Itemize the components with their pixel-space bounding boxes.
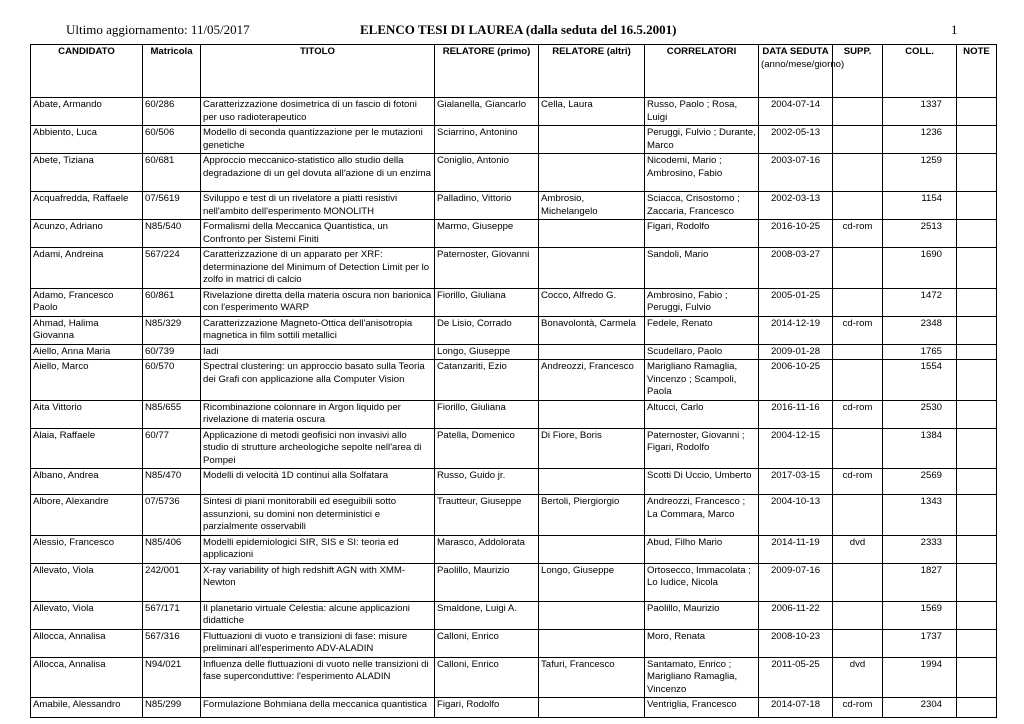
cell-matricola: N94/021	[143, 657, 201, 698]
cell-note	[957, 563, 997, 601]
cell-data-seduta: 2003-07-16	[759, 154, 833, 192]
cell-relatore-altri	[539, 698, 645, 718]
cell-relatore-altri: Cella, Laura	[539, 98, 645, 126]
cell-titolo: Modello di seconda quantizzazione per le mutazioni genetiche	[201, 126, 435, 154]
col-data-seduta-sub: (anno/mese/giorno)	[761, 58, 845, 70]
cell-candidato: Albano, Andrea	[31, 469, 143, 495]
cell-matricola: 60/681	[143, 154, 201, 192]
cell-data-seduta: 2014-12-19	[759, 316, 833, 344]
last-update: Ultimo aggiornamento: 11/05/2017	[66, 22, 250, 37]
col-data-seduta	[759, 45, 845, 98]
table-row	[31, 601, 997, 629]
cell-coll: 1569	[883, 601, 957, 629]
cell-coll: 2513	[883, 220, 957, 248]
cell-supp	[833, 288, 883, 316]
cell-supp	[833, 360, 883, 401]
cell-coll: 1765	[883, 344, 957, 360]
cell-correlatori: Fedele, Renato	[645, 316, 759, 344]
cell-data-seduta: 2014-07-18	[759, 698, 833, 718]
table-header-row	[31, 45, 997, 98]
cell-relatore-primo: Paolillo, Maurizio	[435, 563, 539, 601]
cell-correlatori: Paolillo, Maurizio	[645, 601, 759, 629]
cell-candidato: Aiello, Anna Maria	[31, 344, 143, 360]
cell-matricola: 567/171	[143, 601, 201, 629]
cell-note	[957, 657, 997, 698]
cell-coll: 1384	[883, 428, 957, 469]
table-row	[31, 535, 997, 563]
cell-relatore-primo: Fiorillo, Giuliana	[435, 288, 539, 316]
cell-relatore-altri: Tafuri, Francesco	[539, 657, 645, 698]
cell-matricola: N85/329	[143, 316, 201, 344]
cell-correlatori: Peruggi, Fulvio ; Durante, Marco	[645, 126, 759, 154]
cell-matricola: N85/299	[143, 698, 201, 718]
cell-relatore-primo: Trautteur, Giuseppe	[435, 495, 539, 536]
cell-data-seduta: 2016-11-16	[759, 400, 833, 428]
cell-data-seduta: 2009-07-16	[759, 563, 833, 601]
table-row	[31, 154, 997, 192]
cell-matricola: 60/506	[143, 126, 201, 154]
cell-supp: dvd	[833, 535, 883, 563]
cell-relatore-primo: Catanzariti, Ezio	[435, 360, 539, 401]
cell-supp: cd-rom	[833, 220, 883, 248]
cell-coll: 2348	[883, 316, 957, 344]
cell-candidato: Abete, Tiziana	[31, 154, 143, 192]
cell-note	[957, 344, 997, 360]
cell-supp: cd-rom	[833, 316, 883, 344]
cell-titolo: Sviluppo e test di un rivelatore a piatti resistivi nell'ambito dell'esperimento MONOLITH	[201, 192, 435, 220]
cell-relatore-primo: Coniglio, Antonio	[435, 154, 539, 192]
cell-coll: 1472	[883, 288, 957, 316]
cell-candidato: Adami, Andreina	[31, 248, 143, 289]
table-row	[31, 360, 997, 401]
cell-relatore-primo: Marasco, Addolorata	[435, 535, 539, 563]
cell-data-seduta: 2008-10-23	[759, 629, 833, 657]
cell-relatore-primo: Fiorillo, Giuliana	[435, 400, 539, 428]
cell-candidato: Acquafredda, Raffaele	[31, 192, 143, 220]
cell-data-seduta: 2016-10-25	[759, 220, 833, 248]
cell-correlatori: Andreozzi, Francesco ; La Commara, Marco	[645, 495, 759, 536]
cell-matricola: 242/001	[143, 563, 201, 601]
cell-titolo: Modelli epidemiologici SIR, SIS e SI: teoria ed applicazioni	[201, 535, 435, 563]
cell-relatore-altri: Bonavolontà, Carmela	[539, 316, 645, 344]
cell-data-seduta: 2002-03-13	[759, 192, 833, 220]
cell-matricola: 07/5736	[143, 495, 201, 536]
cell-data-seduta: 2014-11-19	[759, 535, 833, 563]
cell-matricola: N85/406	[143, 535, 201, 563]
cell-relatore-altri	[539, 535, 645, 563]
cell-titolo: Caratterizzazione Magneto-Ottica dell'anisotropia magnetica in film sottili metallici	[201, 316, 435, 344]
cell-note	[957, 360, 997, 401]
table-row	[31, 192, 997, 220]
cell-correlatori: Altucci, Carlo	[645, 400, 759, 428]
cell-supp	[833, 563, 883, 601]
cell-note	[957, 154, 997, 192]
cell-data-seduta: 2008-03-27	[759, 248, 833, 289]
cell-note	[957, 535, 997, 563]
cell-relatore-altri	[539, 344, 645, 360]
cell-relatore-altri	[539, 220, 645, 248]
cell-note	[957, 220, 997, 248]
cell-data-seduta: 2004-07-14	[759, 98, 833, 126]
cell-matricola: 60/570	[143, 360, 201, 401]
cell-candidato: Albore, Alexandre	[31, 495, 143, 536]
cell-matricola: 567/224	[143, 248, 201, 289]
cell-coll: 2569	[883, 469, 957, 495]
cell-titolo: Caratterizzazione di un apparato per XRF: determinazione del Minimum of Detection Limit per lo zolfo in matrici di calcio	[201, 248, 435, 289]
cell-relatore-primo: Smaldone, Luigi A.	[435, 601, 539, 629]
table-row	[31, 469, 997, 495]
cell-correlatori: Sandoli, Mario	[645, 248, 759, 289]
cell-candidato: Allevato, Viola	[31, 601, 143, 629]
cell-supp: cd-rom	[833, 469, 883, 495]
cell-relatore-primo: Paternoster, Giovanni	[435, 248, 539, 289]
cell-titolo: Ricombinazione colonnare in Argon liquido per rivelazione di materia oscura	[201, 400, 435, 428]
cell-note	[957, 316, 997, 344]
cell-titolo: Il planetario virtuale Celestia: alcune applicazioni didattiche	[201, 601, 435, 629]
cell-relatore-altri: Di Fiore, Boris	[539, 428, 645, 469]
cell-supp	[833, 495, 883, 536]
cell-relatore-primo: De Lisio, Corrado	[435, 316, 539, 344]
cell-correlatori: Ortosecco, Immacolata ; Lo Iudice, Nicola	[645, 563, 759, 601]
cell-candidato: Abate, Armando	[31, 98, 143, 126]
cell-correlatori: Figari, Rodolfo	[645, 220, 759, 248]
cell-relatore-primo: Palladino, Vittorio	[435, 192, 539, 220]
cell-relatore-altri	[539, 400, 645, 428]
cell-correlatori: Nicodemi, Mario ; Ambrosino, Fabio	[645, 154, 759, 192]
table-row	[31, 288, 997, 316]
cell-supp	[833, 154, 883, 192]
cell-supp	[833, 126, 883, 154]
col-titolo: TITOLO	[201, 45, 435, 98]
col-relatore-altri: RELATORE (altri)	[539, 45, 645, 98]
cell-note	[957, 126, 997, 154]
table-row	[31, 220, 997, 248]
cell-supp	[833, 344, 883, 360]
cell-matricola: 567/316	[143, 629, 201, 657]
cell-note	[957, 495, 997, 536]
cell-titolo: Applicazione di metodi geofisici non invasivi allo studio di strutture archeologiche sepolte nell'area di Pompei	[201, 428, 435, 469]
cell-correlatori: Ambrosino, Fabio ; Peruggi, Fulvio	[645, 288, 759, 316]
cell-matricola: N85/470	[143, 469, 201, 495]
cell-coll: 1154	[883, 192, 957, 220]
cell-coll: 1827	[883, 563, 957, 601]
cell-candidato: Adamo, Francesco Paolo	[31, 288, 143, 316]
cell-coll: 1259	[883, 154, 957, 192]
thesis-table	[30, 44, 997, 718]
col-note: NOTE	[957, 45, 997, 98]
cell-coll: 2530	[883, 400, 957, 428]
cell-supp	[833, 428, 883, 469]
cell-titolo: Influenza delle fluttuazioni di vuoto nelle transizioni di fase superconduttive: l'esperimento ALADIN	[201, 657, 435, 698]
cell-relatore-primo: Gialanella, Giancarlo	[435, 98, 539, 126]
table-row	[31, 248, 997, 289]
cell-candidato: Allocca, Annalisa	[31, 629, 143, 657]
cell-note	[957, 698, 997, 718]
cell-relatore-altri	[539, 248, 645, 289]
table-row	[31, 657, 997, 698]
cell-matricola: N85/655	[143, 400, 201, 428]
cell-relatore-altri: Andreozzi, Francesco	[539, 360, 645, 401]
table-row	[31, 316, 997, 344]
cell-data-seduta: 2002-05-13	[759, 126, 833, 154]
cell-matricola: 60/861	[143, 288, 201, 316]
cell-supp	[833, 601, 883, 629]
cell-correlatori: Paternoster, Giovanni ; Figari, Rodolfo	[645, 428, 759, 469]
cell-note	[957, 601, 997, 629]
cell-correlatori: Scudellaro, Paolo	[645, 344, 759, 360]
cell-data-seduta: 2006-11-22	[759, 601, 833, 629]
cell-note	[957, 629, 997, 657]
cell-titolo: Fluttuazioni di vuoto e transizioni di fase: misure preliminari all'esperimento ADV-ALADIN	[201, 629, 435, 657]
cell-relatore-altri: Cocco, Alfredo G.	[539, 288, 645, 316]
cell-titolo: Caratterizzazione dosimetrica di un fascio di fotoni per uso radioterapeutico	[201, 98, 435, 126]
col-matricola: Matricola	[143, 45, 201, 98]
table-row	[31, 563, 997, 601]
cell-titolo: Modelli di velocità 1D continui alla Solfatara	[201, 469, 435, 495]
cell-coll: 1343	[883, 495, 957, 536]
table-row	[31, 344, 997, 360]
cell-note	[957, 428, 997, 469]
cell-relatore-primo: Sciarrino, Antonino	[435, 126, 539, 154]
cell-data-seduta: 2004-10-13	[759, 495, 833, 536]
cell-relatore-altri	[539, 601, 645, 629]
cell-supp: cd-rom	[833, 400, 883, 428]
cell-candidato: Alessio, Francesco	[31, 535, 143, 563]
cell-candidato: Alaia, Raffaele	[31, 428, 143, 469]
cell-correlatori: Santamato, Enrico ; Marigliano Ramaglia, Vincenzo	[645, 657, 759, 698]
cell-note	[957, 469, 997, 495]
cell-relatore-primo: Calloni, Enrico	[435, 629, 539, 657]
cell-data-seduta: 2006-10-25	[759, 360, 833, 401]
cell-coll: 2304	[883, 698, 957, 718]
page-number: 1	[951, 22, 958, 37]
cell-titolo: Spectral clustering: un approccio basato sulla Teoria dei Grafi con applicazione alla Computer Vision	[201, 360, 435, 401]
cell-supp	[833, 248, 883, 289]
cell-note	[957, 98, 997, 126]
col-candidato: CANDIDATO	[31, 45, 143, 98]
cell-supp: dvd	[833, 657, 883, 698]
cell-titolo: Formulazione Bohmiana della meccanica quantistica	[201, 698, 435, 718]
col-data-seduta-label: DATA SEDUTA	[762, 46, 829, 57]
cell-matricola: 07/5619	[143, 192, 201, 220]
cell-data-seduta: 2017-03-15	[759, 469, 833, 495]
col-correlatori: CORRELATORI	[645, 45, 759, 98]
cell-correlatori: Abud, Filho Mario	[645, 535, 759, 563]
table-row	[31, 495, 997, 536]
cell-coll: 1737	[883, 629, 957, 657]
cell-relatore-altri	[539, 629, 645, 657]
cell-correlatori: Ventriglia, Francesco	[645, 698, 759, 718]
cell-candidato: Acunzo, Adriano	[31, 220, 143, 248]
cell-candidato: Allevato, Viola	[31, 563, 143, 601]
cell-matricola: N85/540	[143, 220, 201, 248]
cell-correlatori: Marigliano Ramaglia, Vincenzo ; Scampoli, Paola	[645, 360, 759, 401]
cell-data-seduta: 2005-01-25	[759, 288, 833, 316]
cell-titolo: Iadi	[201, 344, 435, 360]
col-relatore-primo: RELATORE (primo)	[435, 45, 539, 98]
cell-relatore-altri: Bertoli, Piergiorgio	[539, 495, 645, 536]
cell-matricola: 60/286	[143, 98, 201, 126]
cell-relatore-altri	[539, 469, 645, 495]
cell-coll: 1236	[883, 126, 957, 154]
cell-correlatori: Russo, Paolo ; Rosa, Luigi	[645, 98, 759, 126]
table-row	[31, 400, 997, 428]
cell-candidato: Amabile, Alessandro	[31, 698, 143, 718]
col-supp: SUPP.	[833, 45, 883, 98]
cell-candidato: Aita Vittorio	[31, 400, 143, 428]
cell-coll: 1994	[883, 657, 957, 698]
cell-titolo: Sintesi di piani monitorabili ed eseguibili sotto assunzioni, su domini non deterministici e parzialmente osservabili	[201, 495, 435, 536]
cell-candidato: Abbiento, Luca	[31, 126, 143, 154]
cell-titolo: Rivelazione diretta della materia oscura non barionica con l'esperimento WARP	[201, 288, 435, 316]
table-row	[31, 126, 997, 154]
cell-relatore-altri	[539, 126, 645, 154]
cell-relatore-primo: Figari, Rodolfo	[435, 698, 539, 718]
cell-titolo: Approccio meccanico-statistico allo studio della degradazione di un gel dovuta all'azione di un enzima	[201, 154, 435, 192]
cell-note	[957, 248, 997, 289]
cell-coll: 2333	[883, 535, 957, 563]
cell-data-seduta: 2004-12-15	[759, 428, 833, 469]
table-row	[31, 98, 997, 126]
cell-candidato: Ahmad, Halima Giovanna	[31, 316, 143, 344]
cell-correlatori: Moro, Renata	[645, 629, 759, 657]
cell-correlatori: Scotti Di Uccio, Umberto	[645, 469, 759, 495]
cell-note	[957, 192, 997, 220]
cell-relatore-primo: Patella, Domenico	[435, 428, 539, 469]
document-title: ELENCO TESI DI LAUREA (dalla seduta del 16.5.2001)	[360, 22, 677, 37]
cell-note	[957, 400, 997, 428]
cell-candidato: Allocca, Annalisa	[31, 657, 143, 698]
cell-candidato: Aiello, Marco	[31, 360, 143, 401]
cell-coll: 1554	[883, 360, 957, 401]
cell-titolo: X-ray variability of high redshift AGN with XMM-Newton	[201, 563, 435, 601]
cell-titolo: Formalismi della Meccanica Quantistica, un Confronto per Sistemi Finiti	[201, 220, 435, 248]
cell-coll: 1337	[883, 98, 957, 126]
cell-coll: 1690	[883, 248, 957, 289]
cell-relatore-primo: Marmo, Giuseppe	[435, 220, 539, 248]
cell-note	[957, 288, 997, 316]
cell-relatore-altri	[539, 154, 645, 192]
cell-relatore-primo: Calloni, Enrico	[435, 657, 539, 698]
cell-data-seduta: 2009-01-28	[759, 344, 833, 360]
cell-relatore-primo: Russo, Guido jr.	[435, 469, 539, 495]
cell-supp	[833, 98, 883, 126]
table-row	[31, 698, 997, 718]
cell-matricola: 60/739	[143, 344, 201, 360]
cell-supp	[833, 192, 883, 220]
table-row	[31, 629, 997, 657]
page-header	[0, 22, 1024, 42]
cell-supp	[833, 629, 883, 657]
cell-matricola: 60/77	[143, 428, 201, 469]
cell-relatore-altri: Ambrosio, Michelangelo	[539, 192, 645, 220]
cell-data-seduta: 2011-05-25	[759, 657, 833, 698]
col-coll: COLL.	[883, 45, 957, 98]
cell-supp: cd-rom	[833, 698, 883, 718]
cell-relatore-primo: Longo, Giuseppe	[435, 344, 539, 360]
table-row	[31, 428, 997, 469]
cell-correlatori: Sciacca, Crisostomo ; Zaccaria, Francesco	[645, 192, 759, 220]
cell-relatore-altri: Longo, Giuseppe	[539, 563, 645, 601]
